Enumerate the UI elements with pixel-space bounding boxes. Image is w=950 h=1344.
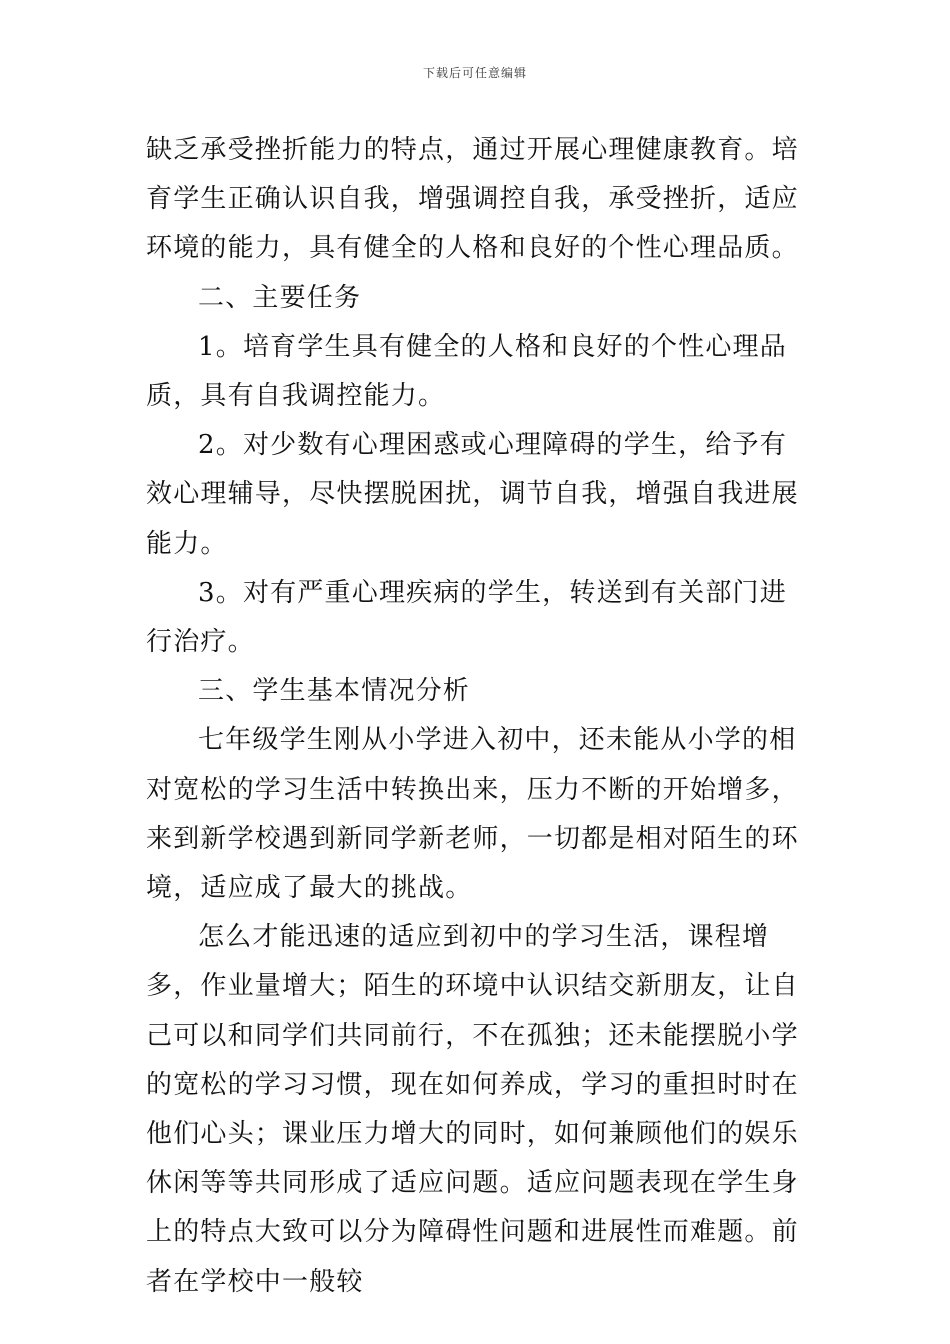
section-heading-main-tasks: 二、主要任务 xyxy=(198,282,362,313)
document-body xyxy=(146,126,810,1307)
task-item-1: 1。培育学生具有健全的人格和良好的个性心理品质，具有自我调控能力。 xyxy=(146,331,787,412)
page-header-note: 下载后可任意编辑 xyxy=(422,66,527,80)
task-item-3: 3。对有严重心理疾病的学生，转送到有关部门进行治疗。 xyxy=(146,577,787,658)
section-heading-student-analysis: 三、学生基本情况分析 xyxy=(198,676,471,707)
task-item-2: 2。对少数有心理困惑或心理障碍的学生，给予有效心理辅导，尽快摆脱困扰，调节自我，增强自我进展能力。 xyxy=(146,430,799,559)
analysis-paragraph-1: 七年级学生刚从小学进入初中，还未能从小学的相对宽松的学习生活中转换出来，压力不断的开始增多，来到新学校遇到新同学新老师，一切都是相对陌生的环境，适应成了最大的挑战。 xyxy=(146,725,799,904)
analysis-paragraph-2: 怎么才能迅速的适应到初中的学习生活，课程增多，作业量增大；陌生的环境中认识结交新朋友，让自己可以和同学们共同前行，不在孤独；还未能摆脱小学的宽松的学习习惯，现在如何养成，学习的重担时时在他们心头；课业压力增大的同时，如何兼顾他们的娱乐休闲等等共同形成了适应问题。适应问题表现在学生身上的特点大致可以分为障碍性问题和进展性而难题。前者在学校中一般较 xyxy=(146,922,799,1297)
body-paragraph-continuation: 缺乏承受挫折能力的特点，通过开展心理健康教育。培育学生正确认识自我，增强调控自我，承受挫折，适应环境的能力，具有健全的人格和良好的个性心理品质。 xyxy=(146,135,799,264)
